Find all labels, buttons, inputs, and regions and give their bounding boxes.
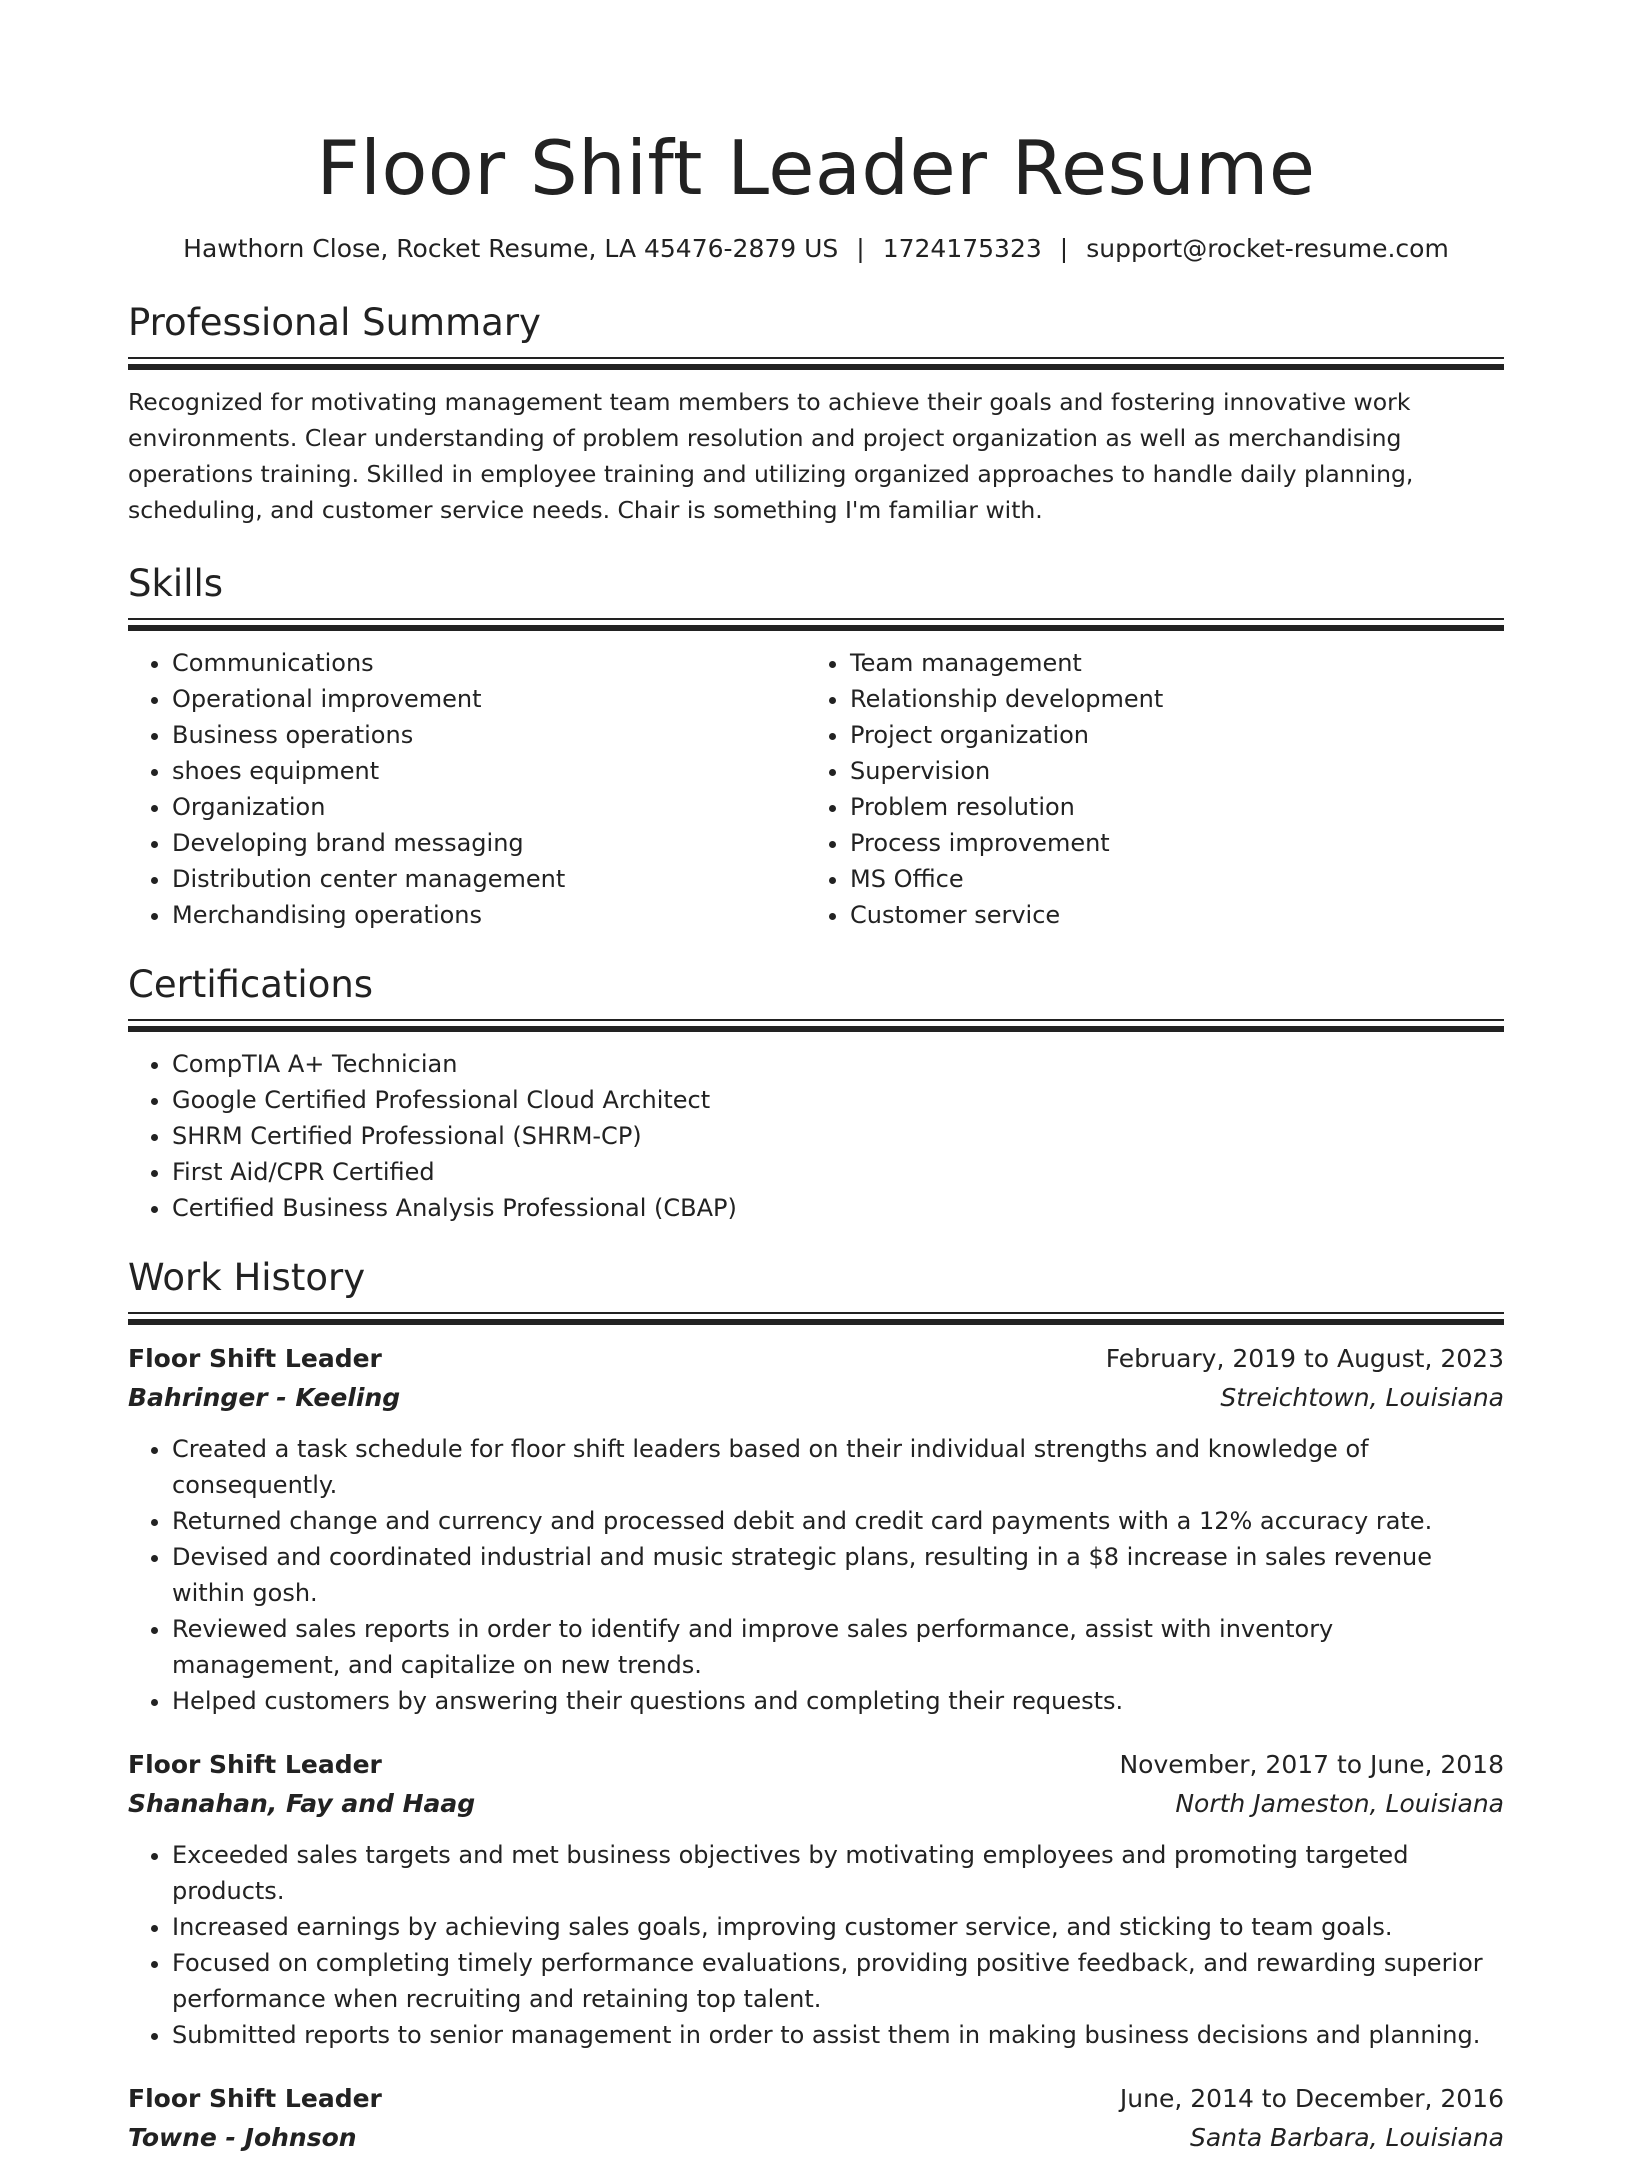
skill-item: • Operational improvement xyxy=(172,681,806,717)
job-bullet: • Reviewed sales reports in order to identify and improve sales performance, assist with inventory management, and capitalize on new trends. xyxy=(172,1611,1504,1683)
work-section xyxy=(128,1254,1504,2157)
skills-column-right xyxy=(806,645,1484,933)
job-entry xyxy=(128,1745,1504,2053)
skills-heading: Skills xyxy=(128,562,224,605)
section-divider xyxy=(128,357,1504,359)
skill-item: • Customer service xyxy=(850,897,1484,933)
job-company: Bahringer - Keeling xyxy=(128,1383,401,1412)
contact-separator: | xyxy=(1059,234,1069,263)
skill-item: • Supervision xyxy=(850,753,1484,789)
job-header xyxy=(128,1339,1504,1378)
job-location: North Jameston, Louisiana xyxy=(1175,1789,1504,1818)
certification-item: • First Aid/CPR Certified xyxy=(172,1154,1504,1190)
section-divider-thick xyxy=(128,1319,1504,1325)
section-divider xyxy=(128,618,1504,620)
skill-item: • Developing brand messaging xyxy=(172,825,806,861)
job-bullets xyxy=(128,1431,1504,1719)
skills-list-right xyxy=(806,645,1484,933)
certification-item: • Certified Business Analysis Professional (CBAP) xyxy=(172,1190,1504,1226)
skill-item: • Problem resolution xyxy=(850,789,1484,825)
job-bullet: • Created a task schedule for floor shift leaders based on their individual strengths and knowledge of consequently. xyxy=(172,1431,1504,1503)
job-entry xyxy=(128,1339,1504,1719)
certification-item: • Google Certified Professional Cloud Architect xyxy=(172,1082,1504,1118)
skill-item: • shoes equipment xyxy=(172,753,806,789)
job-bullet: • Exceeded sales targets and met business objectives by motivating employees and promoting targeted products. xyxy=(172,1837,1504,1909)
job-dates: June, 2014 to December, 2016 xyxy=(1119,2084,1504,2113)
contact-phone: 1724175323 xyxy=(882,234,1042,263)
job-bullet: • Increased earnings by achieving sales goals, improving customer service, and sticking to team goals. xyxy=(172,1909,1504,1945)
job-bullet: • Devised and coordinated industrial and music strategic plans, resulting in a $8 increase in sales revenue within gosh. xyxy=(172,1539,1504,1611)
page-title: Floor Shift Leader Resume xyxy=(316,124,1316,212)
skill-item: • Communications xyxy=(172,645,806,681)
summary-section xyxy=(128,299,1504,528)
job-dates: November, 2017 to June, 2018 xyxy=(1119,1750,1504,1779)
job-header xyxy=(128,1745,1504,1784)
section-divider xyxy=(128,1019,1504,1021)
skill-item: • Project organization xyxy=(850,717,1484,753)
job-location: Santa Barbara, Louisiana xyxy=(1189,2123,1504,2152)
job-dates: February, 2019 to August, 2023 xyxy=(1105,1344,1504,1373)
job-subheader xyxy=(128,1784,1504,1823)
certification-item: • SHRM Certified Professional (SHRM-CP) xyxy=(172,1118,1504,1154)
skill-item: • Business operations xyxy=(172,717,806,753)
job-title: Floor Shift Leader xyxy=(128,1344,382,1373)
job-entry xyxy=(128,2079,1504,2157)
contact-email[interactable]: support@rocket-resume.com xyxy=(1086,234,1449,263)
skill-item: • MS Office xyxy=(850,861,1484,897)
skill-item: • Organization xyxy=(172,789,806,825)
skill-item: • Team management xyxy=(850,645,1484,681)
job-company: Shanahan, Fay and Haag xyxy=(128,1789,476,1818)
skills-columns xyxy=(128,645,1504,933)
contact-line xyxy=(128,232,1504,266)
certifications-list xyxy=(128,1046,1504,1226)
job-location: Streichtown, Louisiana xyxy=(1220,1383,1504,1412)
work-heading: Work History xyxy=(128,1256,366,1299)
job-company: Towne - Johnson xyxy=(128,2123,357,2152)
job-bullet: • Submitted reports to senior management in order to assist them in making business decisions and planning. xyxy=(172,2017,1504,2053)
resume-page xyxy=(128,0,1504,2157)
skill-item: • Distribution center management xyxy=(172,861,806,897)
certification-item: • CompTIA A+ Technician xyxy=(172,1046,1504,1082)
contact-separator: | xyxy=(856,234,865,263)
job-header xyxy=(128,2079,1504,2118)
job-subheader xyxy=(128,1378,1504,1417)
skill-item: • Relationship development xyxy=(850,681,1484,717)
job-bullets xyxy=(128,1837,1504,2053)
section-divider-thick xyxy=(128,1026,1504,1032)
job-bullet: • Helped customers by answering their questions and completing their requests. xyxy=(172,1683,1504,1719)
section-divider-thick xyxy=(128,364,1504,370)
contact-address: Hawthorn Close, Rocket Resume, LA 45476-2879 US xyxy=(183,234,839,263)
job-title: Floor Shift Leader xyxy=(128,2084,382,2113)
job-bullet: • Returned change and currency and processed debit and credit card payments with a 12% accuracy rate. xyxy=(172,1503,1504,1539)
section-divider xyxy=(128,1312,1504,1314)
section-divider-thick xyxy=(128,625,1504,631)
skills-section xyxy=(128,560,1504,933)
summary-text: Recognized for motivating management team members to achieve their goals and fostering innovative work environments. Clear understanding of problem resolution and project organization as well as merchandising operations training. Skilled in employee training and utilizing organized approaches to handle daily planning, scheduling, and customer service needs. Chair is something I'm familiar with. xyxy=(128,388,1414,524)
skills-column-left xyxy=(128,645,806,933)
certifications-heading: Certifications xyxy=(128,963,374,1006)
skills-list-left xyxy=(128,645,806,933)
skill-item: • Merchandising operations xyxy=(172,897,806,933)
certifications-section xyxy=(128,961,1504,1226)
summary-heading: Professional Summary xyxy=(128,301,541,344)
job-title: Floor Shift Leader xyxy=(128,1750,382,1779)
skill-item: • Process improvement xyxy=(850,825,1484,861)
job-bullet: • Focused on completing timely performance evaluations, providing positive feedback, and rewarding superior performance when recruiting and retaining top talent. xyxy=(172,1945,1504,2017)
job-subheader xyxy=(128,2118,1504,2157)
